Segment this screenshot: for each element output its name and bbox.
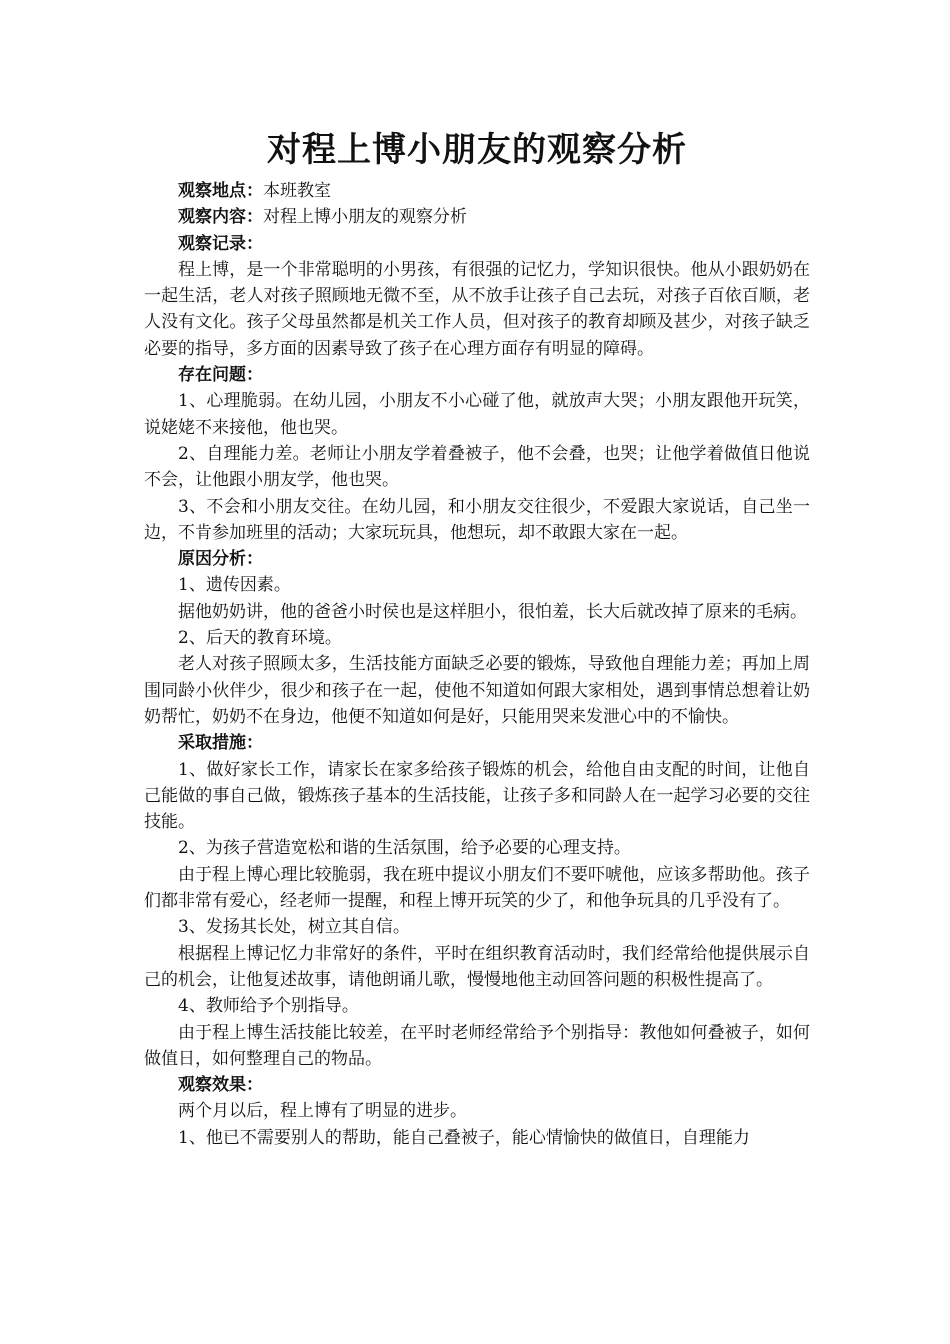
measure-paragraph: 1、做好家长工作，请家长在家多给孩子锻炼的机会，给他自由支配的时间，让他自己能做的事自己做，锻炼孩子基本的生活技能，让孩子多和同龄人在一起学习必要的交往技能。	[144, 759, 810, 833]
effect-paragraph: 两个月以后，程上博有了明显的进步。	[178, 1101, 467, 1122]
measure-paragraph: 由于程上博生活技能比较差，在平时老师经常给予个别指导：教他如何叠被子，如何做值日，如何整理自己的物品。	[144, 1022, 810, 1069]
meta-location	[144, 178, 810, 204]
measure-paragraph: 2、为孩子营造宽松和谐的生活氛围，给予必要的心理支持。	[178, 838, 631, 859]
measure-paragraph: 4、教师给予个别指导。	[178, 996, 359, 1017]
meta-location-value: 本班教室	[263, 181, 331, 201]
problem-paragraph: 1、心理脆弱。在幼儿园，小朋友不小心碰了他，就放声大哭；小朋友跟他开玩笑，说姥姥不来接他，他也哭。	[144, 391, 810, 438]
meta-content	[144, 204, 810, 230]
meta-content-value: 对程上博小朋友的观察分析	[263, 207, 467, 228]
reason-paragraph: 老人对孩子照顾太多，生活技能方面缺乏必要的锻炼，导致他自理能力差；再加上周围同龄小伙伴少，很少和孩子在一起，使他不知道如何跟大家相处，遇到事情总想着让奶奶帮忙，奶奶不在身边，他便不知道如何是好，只能用哭来发泄心中的不愉快。	[144, 654, 810, 727]
measure-paragraph: 由于程上博心理比较脆弱，我在班中提议小朋友们不要吓唬他，应该多帮助他。孩子们都非常有爱心，经老师一提醒，和程上博开玩笑的少了，和他争玩具的几乎没有了。	[144, 864, 810, 912]
document-page	[144, 124, 810, 1151]
document-title: 对程上博小朋友的观察分析	[267, 130, 687, 170]
reason-paragraph: 1、遗传因素。	[178, 575, 291, 596]
measure-paragraph: 3、发扬其长处，树立其自信。	[178, 917, 410, 938]
reason-paragraph: 2、后天的教育环境。	[178, 628, 342, 649]
reason-paragraph: 据他奶奶讲，他的爸爸小时侯也是这样胆小，很怕羞，长大后就改掉了原来的毛病。	[178, 601, 807, 622]
effects-heading: 观察效果：	[178, 1075, 263, 1096]
meta-location-label: 观察地点：	[178, 181, 263, 201]
record-paragraph: 程上博，是一个非常聪明的小男孩，有很强的记忆力，学知识很快。他从小跟奶奶在一起生活，老人对孩子照顾地无微不至，从不放手让孩子自己去玩，对孩子百依百顺，老人没有文化。孩子父母虽然都是机关工作人员，但对孩子的教育却顾及甚少，对孩子缺乏必要的指导，多方面的因素导致了孩子在心理方面存有明显的障碍。	[144, 259, 810, 359]
meta-content-label: 观察内容：	[178, 207, 263, 228]
problem-paragraph: 3、不会和小朋友交往。在幼儿园，和小朋友交往很少，不爱跟大家说话，自己坐一边，不肯参加班里的活动；大家玩玩具，他想玩，却不敢跟大家在一起。	[144, 496, 810, 543]
reasons-heading: 原因分析：	[178, 549, 263, 570]
problem-paragraph: 2、自理能力差。老师让小朋友学着叠被子，他不会叠，也哭；让他学着做值日他说不会，让他跟小朋友学，他也哭。	[144, 443, 810, 491]
problems-heading: 存在问题：	[178, 365, 263, 386]
effect-paragraph: 1、他已不需要别人的帮助，能自己叠被子，能心情愉快的做值日，自理能力	[178, 1127, 750, 1148]
measures-heading: 采取措施：	[178, 733, 263, 754]
measure-paragraph: 根据程上博记忆力非常好的条件，平时在组织教育活动时，我们经常给他提供展示自己的机会，让他复述故事，请他朗诵儿歌，慢慢地他主动回答问题的积极性提高了。	[144, 943, 810, 990]
record-heading: 观察记录：	[178, 233, 263, 254]
